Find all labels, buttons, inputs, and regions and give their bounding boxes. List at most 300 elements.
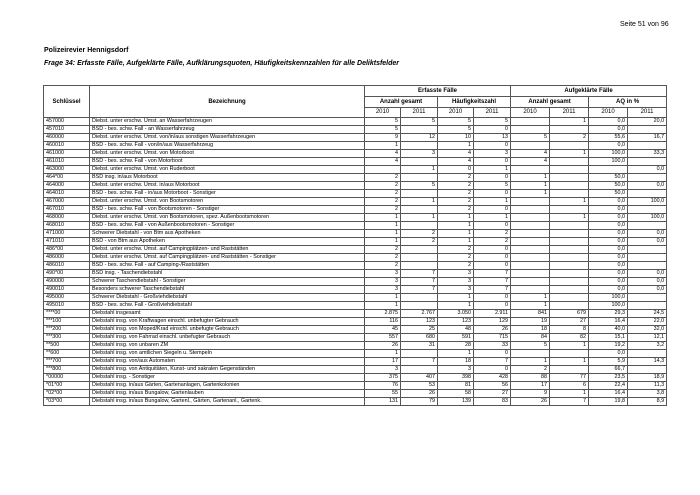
rate-2011-cell: 20,0 bbox=[628, 118, 667, 126]
cleared-2011-cell: 2 bbox=[550, 134, 589, 142]
recorded-2010-cell: 55 bbox=[365, 390, 401, 398]
key-cell: 464000 bbox=[44, 182, 90, 190]
rate-2010-cell: 0,0 bbox=[589, 262, 628, 270]
frequency-2011-cell: 1 bbox=[474, 166, 511, 174]
cleared-2011-cell: 27 bbox=[550, 318, 589, 326]
recorded-2010-cell: 4 bbox=[365, 158, 401, 166]
description-cell: BSD - bes. schw. Fall - von/in/aus Wasserfahrzeug bbox=[90, 142, 365, 150]
rate-2011-cell: 0,0 bbox=[628, 286, 667, 294]
frequency-2010-cell: 2 bbox=[438, 174, 474, 182]
rate-2011-cell: 100,0 bbox=[628, 198, 667, 206]
cleared-2011-cell: 1 bbox=[550, 390, 589, 398]
cleared-2011-cell: 8 bbox=[550, 326, 589, 334]
frequency-2011-cell: 0 bbox=[474, 126, 511, 134]
key-cell: 490010 bbox=[44, 286, 90, 294]
frequency-2011-cell: 715 bbox=[474, 334, 511, 342]
group-header-cleared: Aufgeklärte Fälle bbox=[511, 86, 667, 97]
recorded-2011-cell: 79 bbox=[401, 398, 438, 406]
table-row bbox=[44, 398, 667, 406]
description-cell: Diebst. unter erschw. Umst. in/aus Motorboot bbox=[90, 182, 365, 190]
key-cell: 495010 bbox=[44, 302, 90, 310]
recorded-2010-cell: 2 bbox=[365, 190, 401, 198]
description-cell: Schwerer Taschendiebstahl - Sonstiger bbox=[90, 278, 365, 286]
frequency-2010-cell: 58 bbox=[438, 390, 474, 398]
table-row bbox=[44, 142, 667, 150]
recorded-2011-cell bbox=[401, 142, 438, 150]
year-header: 2011 bbox=[401, 108, 438, 118]
frequency-2011-cell: 7 bbox=[474, 270, 511, 278]
frequency-2011-cell: 3 bbox=[474, 150, 511, 158]
frequency-2010-cell: 5 bbox=[438, 126, 474, 134]
frequency-2011-cell: 13 bbox=[474, 134, 511, 142]
key-cell: *00000 bbox=[44, 374, 90, 382]
frequency-2010-cell: 2 bbox=[438, 262, 474, 270]
rate-2010-cell: 100,0 bbox=[589, 150, 628, 158]
recorded-2010-cell: 2 bbox=[365, 262, 401, 270]
cleared-2010-cell bbox=[511, 270, 550, 278]
year-header: 2010 bbox=[438, 108, 474, 118]
recorded-2011-cell: 2.767 bbox=[401, 310, 438, 318]
rate-2011-cell: 3,2 bbox=[628, 342, 667, 350]
frequency-2010-cell: 3.050 bbox=[438, 310, 474, 318]
key-cell: *01*00 bbox=[44, 382, 90, 390]
key-cell: *02*00 bbox=[44, 390, 90, 398]
frequency-2010-cell: 81 bbox=[438, 382, 474, 390]
recorded-2011-cell: 53 bbox=[401, 382, 438, 390]
page-number: Seite 51 von 96 bbox=[620, 21, 669, 28]
recorded-2011-cell: 7 bbox=[401, 358, 438, 366]
table-row bbox=[44, 190, 667, 198]
recorded-2010-cell: 3 bbox=[365, 366, 401, 374]
rate-2011-cell: 22,0 bbox=[628, 318, 667, 326]
recorded-2011-cell: 680 bbox=[401, 334, 438, 342]
rate-2011-cell: 100,0 bbox=[628, 214, 667, 222]
recorded-2011-cell: 25 bbox=[401, 326, 438, 334]
key-cell: **500 bbox=[44, 342, 90, 350]
frequency-2011-cell: 7 bbox=[474, 358, 511, 366]
cleared-2011-cell: 1 bbox=[550, 150, 589, 158]
rate-2010-cell: 15,1 bbox=[589, 334, 628, 342]
rate-2010-cell: 0,0 bbox=[589, 230, 628, 238]
recorded-2010-cell: 116 bbox=[365, 318, 401, 326]
table-row bbox=[44, 286, 667, 294]
key-cell: 495000 bbox=[44, 294, 90, 302]
key-cell: ***200 bbox=[44, 326, 90, 334]
rate-2011-cell: 14,3 bbox=[628, 358, 667, 366]
cleared-2010-cell bbox=[511, 118, 550, 126]
frequency-2011-cell: 27 bbox=[474, 390, 511, 398]
recorded-2011-cell bbox=[401, 190, 438, 198]
recorded-2010-cell: 4 bbox=[365, 150, 401, 158]
key-cell: 457010 bbox=[44, 126, 90, 134]
table-row bbox=[44, 310, 667, 318]
frequency-2011-cell: 0 bbox=[474, 190, 511, 198]
rate-2011-cell bbox=[628, 302, 667, 310]
year-header: 2010 bbox=[365, 108, 401, 118]
recorded-2010-cell: 9 bbox=[365, 134, 401, 142]
table-row bbox=[44, 166, 667, 174]
table-row bbox=[44, 222, 667, 230]
table-row bbox=[44, 214, 667, 222]
rate-2011-cell bbox=[628, 222, 667, 230]
description-cell: Diebstahl insg. von Fahrrad einschl. unbefugter Gebrauch bbox=[90, 334, 365, 342]
rate-2010-cell: 0,0 bbox=[589, 270, 628, 278]
table-row bbox=[44, 118, 667, 126]
recorded-2011-cell: 7 bbox=[401, 286, 438, 294]
cleared-2011-cell: 1 bbox=[550, 342, 589, 350]
recorded-2010-cell: 131 bbox=[365, 398, 401, 406]
table-row bbox=[44, 270, 667, 278]
cleared-2010-cell: 5 bbox=[511, 134, 550, 142]
rate-2010-cell: 19,8 bbox=[589, 398, 628, 406]
table-row bbox=[44, 302, 667, 310]
frequency-2010-cell: 1 bbox=[438, 238, 474, 246]
subheader-frequency: Häufigkeitszahl bbox=[438, 97, 511, 108]
cleared-2010-cell: 5 bbox=[511, 342, 550, 350]
year-header: 2010 bbox=[511, 108, 550, 118]
frequency-2011-cell: 0 bbox=[474, 350, 511, 358]
cleared-2010-cell bbox=[511, 246, 550, 254]
recorded-2010-cell: 2.875 bbox=[365, 310, 401, 318]
table-row bbox=[44, 350, 667, 358]
recorded-2010-cell: 5 bbox=[365, 118, 401, 126]
description-cell: Diebst. unter erschw. Umst. auf Campingplätzen- und Raststätten bbox=[90, 246, 365, 254]
cleared-2011-cell bbox=[550, 270, 589, 278]
frequency-2010-cell: 2 bbox=[438, 206, 474, 214]
year-header: 2011 bbox=[550, 108, 589, 118]
cleared-2010-cell: 17 bbox=[511, 382, 550, 390]
recorded-2011-cell: 7 bbox=[401, 270, 438, 278]
frequency-2010-cell: 5 bbox=[438, 118, 474, 126]
cleared-2011-cell bbox=[550, 206, 589, 214]
recorded-2010-cell: 1 bbox=[365, 238, 401, 246]
frequency-2011-cell: 7 bbox=[474, 286, 511, 294]
recorded-2011-cell bbox=[401, 302, 438, 310]
recorded-2011-cell bbox=[401, 174, 438, 182]
recorded-2010-cell: 375 bbox=[365, 374, 401, 382]
rate-2011-cell: 0,0 bbox=[628, 270, 667, 278]
frequency-2011-cell: 0 bbox=[474, 294, 511, 302]
description-cell: Diebstahl insg. von unbaren ZM bbox=[90, 342, 365, 350]
table-row bbox=[44, 318, 667, 326]
frequency-2010-cell: 123 bbox=[438, 318, 474, 326]
rate-2010-cell: 5,9 bbox=[589, 358, 628, 366]
description-cell: Diebstahl insg. - Sonstiger bbox=[90, 374, 365, 382]
recorded-2011-cell: 407 bbox=[401, 374, 438, 382]
recorded-2011-cell bbox=[401, 294, 438, 302]
frequency-2011-cell: 5 bbox=[474, 118, 511, 126]
recorded-2010-cell: 3 bbox=[365, 286, 401, 294]
rate-2011-cell bbox=[628, 350, 667, 358]
rate-2011-cell: 8,9 bbox=[628, 398, 667, 406]
cleared-2011-cell: 6 bbox=[550, 382, 589, 390]
frequency-2010-cell: 1 bbox=[438, 302, 474, 310]
recorded-2011-cell: 3 bbox=[401, 150, 438, 158]
rate-2010-cell: 0,0 bbox=[589, 350, 628, 358]
recorded-2010-cell: 3 bbox=[365, 270, 401, 278]
cleared-2010-cell: 26 bbox=[511, 398, 550, 406]
cleared-2011-cell bbox=[550, 230, 589, 238]
key-cell: 486000 bbox=[44, 254, 90, 262]
table-row bbox=[44, 278, 667, 286]
frequency-2010-cell: 4 bbox=[438, 150, 474, 158]
frequency-2011-cell: 428 bbox=[474, 374, 511, 382]
rate-2011-cell bbox=[628, 126, 667, 134]
recorded-2010-cell: 3 bbox=[365, 278, 401, 286]
frequency-2010-cell: 2 bbox=[438, 246, 474, 254]
rate-2010-cell: 0,0 bbox=[589, 198, 628, 206]
rate-2010-cell: 0,0 bbox=[589, 206, 628, 214]
cleared-2011-cell: 1 bbox=[550, 358, 589, 366]
frequency-2010-cell: 591 bbox=[438, 334, 474, 342]
recorded-2011-cell: 7 bbox=[401, 278, 438, 286]
recorded-2011-cell: 2 bbox=[401, 230, 438, 238]
rate-2010-cell: 50,0 bbox=[589, 182, 628, 190]
key-cell: 471000 bbox=[44, 230, 90, 238]
recorded-2011-cell: 26 bbox=[401, 390, 438, 398]
description-cell: BSD - bes. schw. Fall - von Bootsmotoren - Sonstiger bbox=[90, 206, 365, 214]
rate-2010-cell: 50,0 bbox=[589, 174, 628, 182]
recorded-2010-cell: 2 bbox=[365, 254, 401, 262]
table-row bbox=[44, 230, 667, 238]
table-row bbox=[44, 182, 667, 190]
cleared-2010-cell: 4 bbox=[511, 150, 550, 158]
cleared-2010-cell bbox=[511, 286, 550, 294]
rate-2010-cell: 40,0 bbox=[589, 326, 628, 334]
recorded-2011-cell bbox=[401, 366, 438, 374]
rate-2010-cell: 50,0 bbox=[589, 190, 628, 198]
recorded-2010-cell: 5 bbox=[365, 126, 401, 134]
rate-2011-cell: 0,0 bbox=[628, 182, 667, 190]
description-cell: Diebst. unter erschw. Umst. an Wasserfahrzeugen bbox=[90, 118, 365, 126]
cleared-2011-cell bbox=[550, 166, 589, 174]
cleared-2011-cell bbox=[550, 190, 589, 198]
table-row bbox=[44, 294, 667, 302]
year-header: 2011 bbox=[628, 108, 667, 118]
statistics-table bbox=[43, 85, 667, 406]
frequency-2011-cell: 0 bbox=[474, 174, 511, 182]
recorded-2010-cell: 2 bbox=[365, 198, 401, 206]
cleared-2011-cell bbox=[550, 238, 589, 246]
table-row bbox=[44, 334, 667, 342]
table-row bbox=[44, 374, 667, 382]
description-cell: BSD - bes. schw. Fall - in/aus Motorboot - Sonstiger bbox=[90, 190, 365, 198]
cleared-2010-cell: 9 bbox=[511, 390, 550, 398]
frequency-2011-cell: 0 bbox=[474, 262, 511, 270]
rate-2010-cell bbox=[589, 166, 628, 174]
key-cell: ***100 bbox=[44, 318, 90, 326]
recorded-2011-cell bbox=[401, 262, 438, 270]
frequency-2010-cell: 3 bbox=[438, 270, 474, 278]
frequency-2011-cell: 26 bbox=[474, 326, 511, 334]
rate-2011-cell: 12,1 bbox=[628, 334, 667, 342]
table-row bbox=[44, 326, 667, 334]
frequency-2011-cell: 0 bbox=[474, 222, 511, 230]
description-cell: BSD insg. in/aus Motorboot bbox=[90, 174, 365, 182]
cleared-2011-cell bbox=[550, 126, 589, 134]
rate-2010-cell: 100,0 bbox=[589, 294, 628, 302]
cleared-2010-cell: 19 bbox=[511, 318, 550, 326]
frequency-2010-cell: 2 bbox=[438, 254, 474, 262]
table-row bbox=[44, 382, 667, 390]
frequency-2010-cell: 1 bbox=[438, 214, 474, 222]
cleared-2011-cell: 82 bbox=[550, 334, 589, 342]
cleared-2010-cell bbox=[511, 126, 550, 134]
rate-2010-cell: 19,2 bbox=[589, 342, 628, 350]
rate-2011-cell bbox=[628, 174, 667, 182]
year-header: 2011 bbox=[474, 108, 511, 118]
table-row bbox=[44, 246, 667, 254]
table-row bbox=[44, 126, 667, 134]
description-cell: Diebst. unter erschw. Umst. von Bootsmotoren, spez. Außenbootsmotoren bbox=[90, 214, 365, 222]
rate-2010-cell: 66,7 bbox=[589, 366, 628, 374]
description-cell: Besonders schwerer Taschendiebstahl bbox=[90, 286, 365, 294]
cleared-2011-cell bbox=[550, 286, 589, 294]
frequency-2011-cell: 1 bbox=[474, 198, 511, 206]
cleared-2010-cell: 84 bbox=[511, 334, 550, 342]
description-cell: BSD - bes. schw. Fall - von Motorboot bbox=[90, 158, 365, 166]
cleared-2010-cell: 1 bbox=[511, 294, 550, 302]
cleared-2011-cell bbox=[550, 174, 589, 182]
rate-2010-cell: 0,0 bbox=[589, 246, 628, 254]
rate-2011-cell bbox=[628, 190, 667, 198]
cleared-2010-cell: 1 bbox=[511, 302, 550, 310]
rate-2011-cell bbox=[628, 142, 667, 150]
key-cell: 461000 bbox=[44, 150, 90, 158]
rate-2011-cell: 0,0 bbox=[628, 238, 667, 246]
cleared-2011-cell bbox=[550, 158, 589, 166]
frequency-2010-cell: 3 bbox=[438, 366, 474, 374]
cleared-2010-cell bbox=[511, 198, 550, 206]
cleared-2010-cell: 1 bbox=[511, 358, 550, 366]
cleared-2010-cell bbox=[511, 166, 550, 174]
recorded-2010-cell: 45 bbox=[365, 326, 401, 334]
cleared-2011-cell bbox=[550, 222, 589, 230]
frequency-2011-cell: 7 bbox=[474, 278, 511, 286]
description-cell: Diebst. unter erschw. Umst. von Motorboot bbox=[90, 150, 365, 158]
description-cell: Diebstahl insg. von Kraftwagen einschl. unbefugter Gebrauch bbox=[90, 318, 365, 326]
key-cell: *03*00 bbox=[44, 398, 90, 406]
key-cell: 460010 bbox=[44, 142, 90, 150]
cleared-2011-cell bbox=[550, 142, 589, 150]
recorded-2011-cell bbox=[401, 246, 438, 254]
frequency-2011-cell: 1 bbox=[474, 214, 511, 222]
rate-2011-cell bbox=[628, 294, 667, 302]
organization-name: Polizeirevier Hennigsdorf bbox=[44, 47, 129, 54]
cleared-2011-cell: 77 bbox=[550, 374, 589, 382]
recorded-2011-cell bbox=[401, 126, 438, 134]
frequency-2010-cell: 1 bbox=[438, 230, 474, 238]
rate-2010-cell: 0,0 bbox=[589, 118, 628, 126]
rate-2011-cell bbox=[628, 254, 667, 262]
key-cell: ***800 bbox=[44, 366, 90, 374]
description-cell: Diebstahl insg. in/aus Gärten, Gartenanlagen, Gartenkolonien bbox=[90, 382, 365, 390]
cleared-2011-cell: 1 bbox=[550, 198, 589, 206]
rate-2011-cell bbox=[628, 158, 667, 166]
rate-2011-cell: 11,3 bbox=[628, 382, 667, 390]
key-cell: 490000 bbox=[44, 278, 90, 286]
cleared-2011-cell bbox=[550, 182, 589, 190]
description-cell: BSD - bes. schw. Fall - an Wasserfahrzeug bbox=[90, 126, 365, 134]
frequency-2010-cell: 3 bbox=[438, 286, 474, 294]
key-cell: 486010 bbox=[44, 262, 90, 270]
rate-2010-cell: 100,0 bbox=[589, 158, 628, 166]
key-cell: 490*00 bbox=[44, 270, 90, 278]
frequency-2011-cell: 0 bbox=[474, 246, 511, 254]
recorded-2011-cell: 5 bbox=[401, 182, 438, 190]
rate-2011-cell bbox=[628, 246, 667, 254]
column-header-key: Schlüssel bbox=[44, 86, 90, 118]
rate-2011-cell: 0,0 bbox=[628, 230, 667, 238]
recorded-2011-cell: 1 bbox=[401, 198, 438, 206]
recorded-2010-cell: 1 bbox=[365, 214, 401, 222]
key-cell: 460000 bbox=[44, 134, 90, 142]
description-cell: Diebstahl insg. von/aus Automaten bbox=[90, 358, 365, 366]
frequency-2010-cell: 28 bbox=[438, 342, 474, 350]
frequency-2011-cell: 2.911 bbox=[474, 310, 511, 318]
cleared-2010-cell: 4 bbox=[511, 158, 550, 166]
rate-2011-cell bbox=[628, 206, 667, 214]
frequency-2011-cell: 129 bbox=[474, 318, 511, 326]
recorded-2011-cell: 123 bbox=[401, 318, 438, 326]
frequency-2010-cell: 1 bbox=[438, 294, 474, 302]
cleared-2011-cell: 1 bbox=[550, 118, 589, 126]
key-cell: 471010 bbox=[44, 238, 90, 246]
recorded-2010-cell: 2 bbox=[365, 174, 401, 182]
column-header-description: Bezeichnung bbox=[90, 86, 365, 118]
description-cell: Diebstahl insg. von amtlichen Siegeln u. Stempeln bbox=[90, 350, 365, 358]
frequency-2010-cell: 2 bbox=[438, 182, 474, 190]
table-row bbox=[44, 358, 667, 366]
rate-2010-cell: 0,0 bbox=[589, 142, 628, 150]
rate-2011-cell bbox=[628, 366, 667, 374]
cleared-2010-cell: 2 bbox=[511, 366, 550, 374]
cleared-2011-cell: 7 bbox=[550, 398, 589, 406]
recorded-2010-cell: 1 bbox=[365, 350, 401, 358]
rate-2010-cell: 0,0 bbox=[589, 278, 628, 286]
table-row bbox=[44, 238, 667, 246]
description-cell: BSD - bes. schw. Fall - von Außenbootsmotoren - Sonstiger bbox=[90, 222, 365, 230]
key-cell: 467010 bbox=[44, 206, 90, 214]
rate-2010-cell: 0,0 bbox=[589, 254, 628, 262]
cleared-2010-cell bbox=[511, 278, 550, 286]
cleared-2011-cell: 679 bbox=[550, 310, 589, 318]
frequency-2011-cell: 56 bbox=[474, 382, 511, 390]
frequency-2011-cell: 33 bbox=[474, 342, 511, 350]
table-row bbox=[44, 262, 667, 270]
cleared-2010-cell bbox=[511, 238, 550, 246]
key-cell: 486*00 bbox=[44, 246, 90, 254]
rate-2010-cell: 0,0 bbox=[589, 126, 628, 134]
rate-2010-cell: 16,4 bbox=[589, 390, 628, 398]
recorded-2010-cell: 2 bbox=[365, 206, 401, 214]
rate-2010-cell: 0,0 bbox=[589, 214, 628, 222]
cleared-2011-cell bbox=[550, 278, 589, 286]
recorded-2011-cell: 2 bbox=[401, 238, 438, 246]
cleared-2010-cell: 18 bbox=[511, 326, 550, 334]
description-cell: Diebst. unter erschw. Umst. auf Campingplätzen- und Raststätten - Sonstiger bbox=[90, 254, 365, 262]
group-header-recorded: Erfasste Fälle bbox=[365, 86, 511, 97]
table-row bbox=[44, 206, 667, 214]
cleared-2010-cell: 1 bbox=[511, 190, 550, 198]
frequency-2010-cell: 18 bbox=[438, 358, 474, 366]
key-cell: 457000 bbox=[44, 118, 90, 126]
rate-2010-cell: 0,0 bbox=[589, 222, 628, 230]
frequency-2010-cell: 0 bbox=[438, 166, 474, 174]
cleared-2011-cell bbox=[550, 262, 589, 270]
frequency-2010-cell: 1 bbox=[438, 350, 474, 358]
recorded-2010-cell: 1 bbox=[365, 230, 401, 238]
